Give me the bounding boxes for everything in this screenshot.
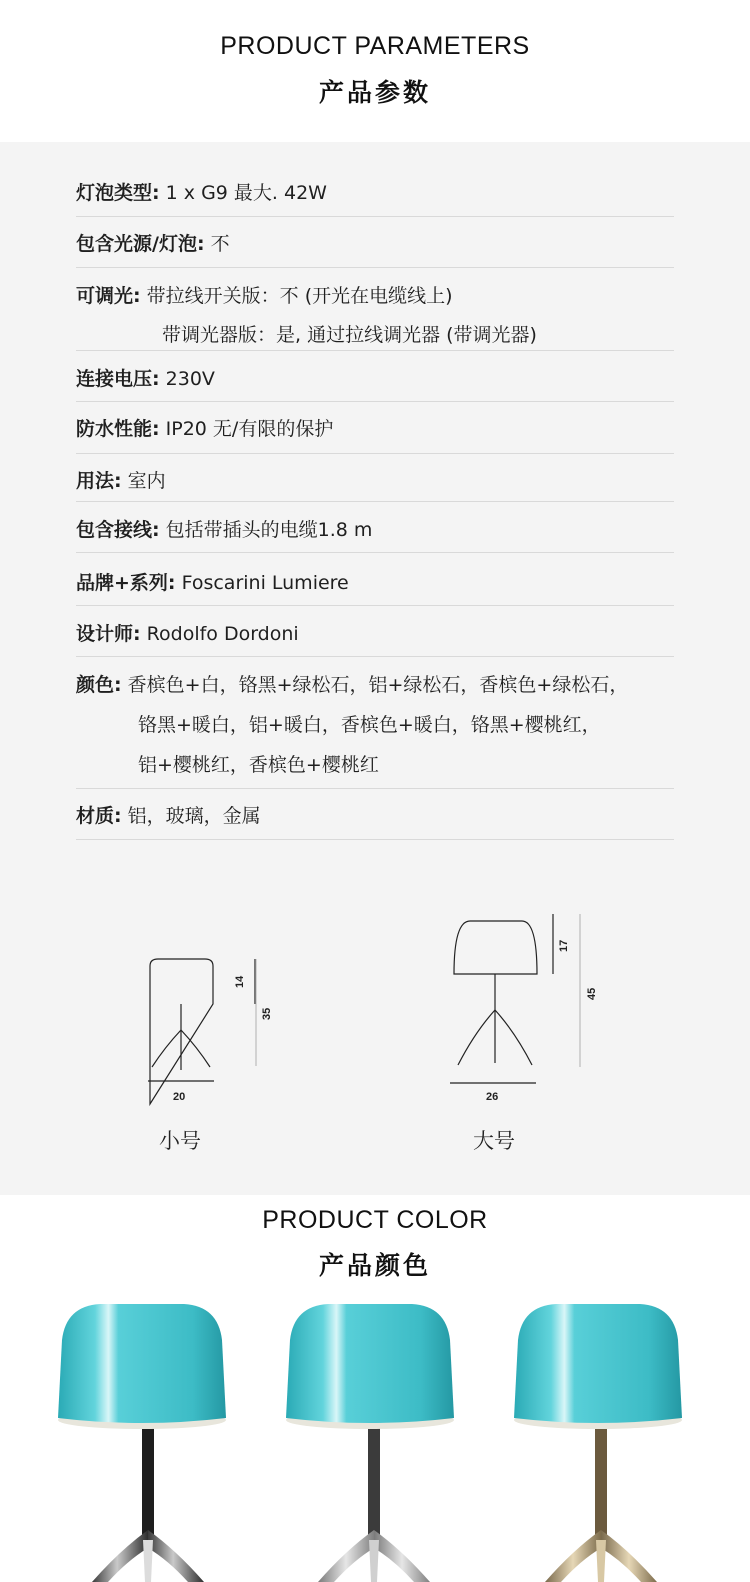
large-width-label: 26 xyxy=(486,1091,499,1103)
lamp-leg xyxy=(374,1530,430,1582)
param-label: 用法: xyxy=(76,470,122,492)
param-label: 材质: xyxy=(76,805,122,827)
lamp-stem xyxy=(142,1415,154,1535)
lamp-chrome-black-turquoise xyxy=(58,1304,226,1582)
param-value: Foscarini Lumiere xyxy=(181,572,349,594)
param-value: 香槟色+白，铬黑+绿松石，铝+绿松石，香槟色+绿松石， xyxy=(127,674,629,696)
lamp-leg xyxy=(545,1530,601,1582)
parameters-title-cn: 产品参数 xyxy=(318,78,431,107)
lamp-leg xyxy=(318,1530,374,1582)
param-label: 包含光源/灯泡: xyxy=(76,233,205,255)
lamp-shade xyxy=(58,1304,226,1423)
lamp-leg xyxy=(143,1540,153,1582)
param-value: 不 xyxy=(210,233,230,255)
param-value: 包括带插头的电缆1.8 m xyxy=(165,519,373,541)
lamp-leg xyxy=(92,1530,148,1582)
lamp-shade xyxy=(514,1304,682,1423)
small-total-height-label: 35 xyxy=(261,1007,273,1020)
param-value: 铝，玻璃，金属 xyxy=(127,805,261,827)
lamp-stem xyxy=(368,1415,380,1535)
param-label: 品牌+系列: xyxy=(76,572,176,594)
lamp-champagne-turquoise xyxy=(514,1304,682,1582)
param-value: 1 x G9 最大. 42W xyxy=(165,182,327,204)
param-label: 防水性能: xyxy=(76,418,160,440)
lamp-stem xyxy=(595,1415,607,1535)
color-title-cn: 产品颜色 xyxy=(318,1251,431,1280)
param-label: 颜色: xyxy=(76,674,122,696)
param-value: 带拉线开关版：不 (开光在电缆线上) xyxy=(146,285,453,307)
lamp-shade xyxy=(286,1304,454,1423)
large-shade-height-label: 17 xyxy=(558,939,570,952)
param-value: 230V xyxy=(165,368,215,390)
lamp-leg xyxy=(369,1540,379,1582)
lamp-leg xyxy=(596,1540,606,1582)
param-label: 设计师: xyxy=(76,623,141,645)
param-label: 连接电压: xyxy=(76,368,160,390)
param-label: 包含接线: xyxy=(76,519,160,541)
color-title-en: PRODUCT COLOR xyxy=(262,1206,488,1234)
param-value: 室内 xyxy=(127,470,166,492)
size-small-label: 小号 xyxy=(159,1129,201,1153)
small-shade-height-label: 14 xyxy=(234,975,246,988)
lamp-leg xyxy=(148,1530,204,1582)
parameters-title-en: PRODUCT PARAMETERS xyxy=(220,32,530,60)
param-value-continued: 带调光器版：是, 通过拉线调光器 (带调光器) xyxy=(162,324,537,346)
lamp-aluminium-turquoise xyxy=(286,1304,454,1582)
size-large-label: 大号 xyxy=(473,1129,515,1153)
large-total-height-label: 45 xyxy=(586,987,598,1000)
param-label: 灯泡类型: xyxy=(76,182,160,204)
param-value: IP20 无/有限的保护 xyxy=(165,418,334,440)
param-label: 可调光: xyxy=(76,285,141,307)
param-value-continued: 铝+樱桃红，香槟色+樱桃红 xyxy=(138,754,379,776)
param-value-continued: 铬黑+暖白，铝+暖白，香槟色+暖白，铬黑+樱桃红， xyxy=(138,714,601,736)
small-width-label: 20 xyxy=(173,1091,186,1103)
param-value: Rodolfo Dordoni xyxy=(146,623,299,645)
lamp-leg xyxy=(601,1530,657,1582)
